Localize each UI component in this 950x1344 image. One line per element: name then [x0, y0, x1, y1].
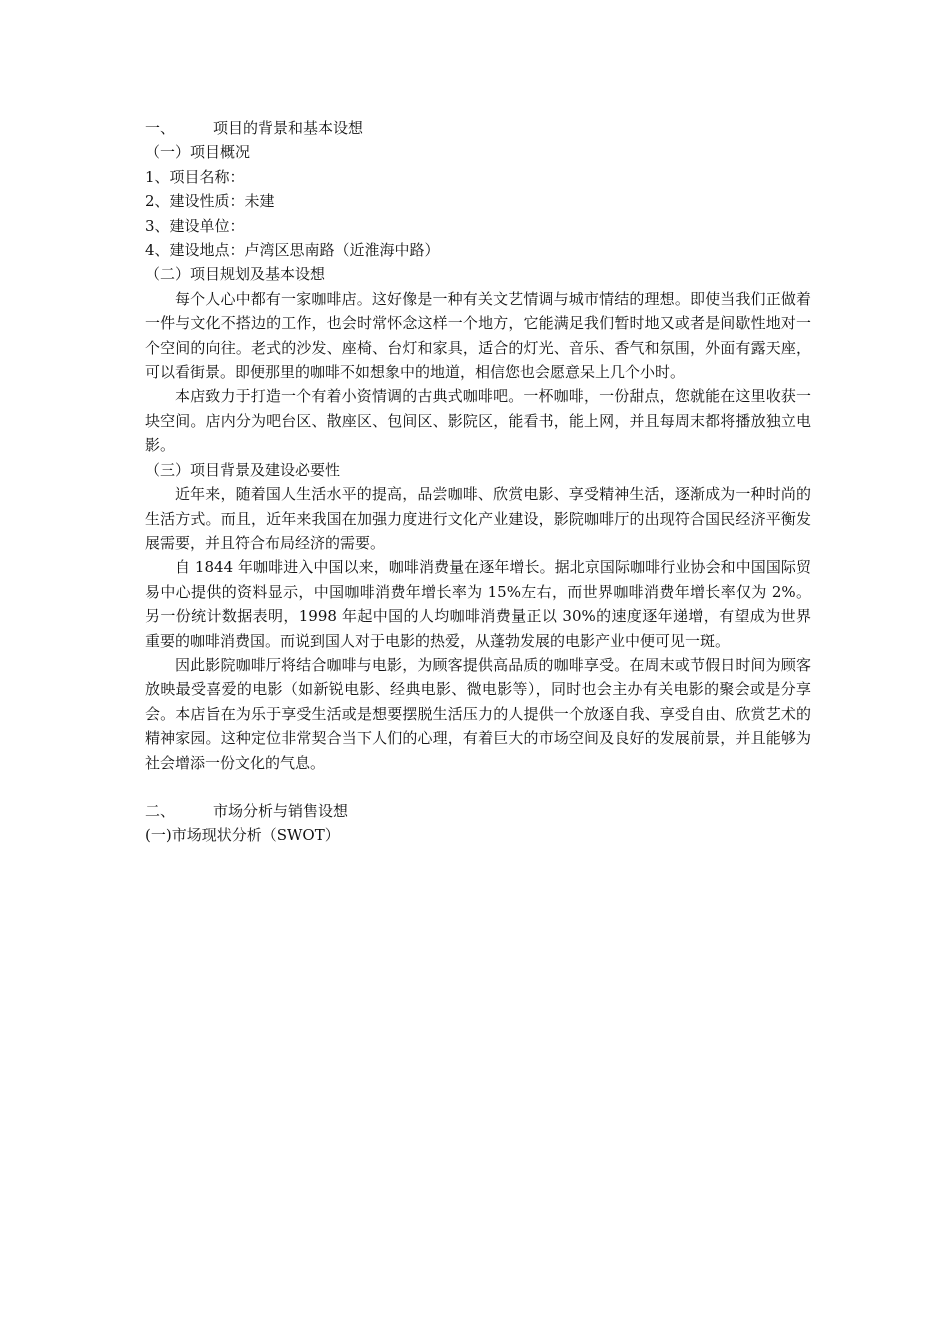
- paragraph: 因此影院咖啡厅将结合咖啡与电影，为顾客提供高品质的咖啡享受。在周末或节假日时间为顾客放映最受喜爱的电影（如新锐电影、经典电影、微电影等），同时也会主办有关电影的聚会或是分享会。本店旨在为乐于享受生活或是想要摆脱生活压力的人提供一个放逐自我、享受自由、欣赏艺术的精神家园。这种定位非常契合当下人们的心理，有着巨大的市场空间及良好的发展前景，并且能够为社会增添一份文化的气息。: [145, 655, 811, 772]
- section-spacer: [145, 775, 811, 799]
- paragraph: 本店致力于打造一个有着小资情调的古典式咖啡吧。一杯咖啡，一份甜点，您就能在这里收获一块空间。店内分为吧台区、散座区、包间区、影院区，能看书，能上网，并且每周末都将播放独立电影。: [145, 387, 811, 455]
- paragraph: 自 1844 年咖啡进入中国以来，咖啡消费量在逐年增长。据北京国际咖啡行业协会和中国国际贸易中心提供的资料显示，中国咖啡消费年增长率为 15%左右，而世界咖啡消费年增长率仅为 2%。另一份统计数据表明，1998 年起中国的人均咖啡消费量正以 30%的速度逐年递增，有望成为世界重要的咖啡消费国。而说到国人对于电影的热爱，从蓬勃发展的电影产业中便可见一斑。: [145, 558, 811, 650]
- subsection-1-3-title: （三）项目背景及建设必要性: [145, 460, 341, 479]
- construction-nature-item: 2、建设性质：未建: [145, 192, 275, 211]
- section-2-title: 市场分析与销售设想: [213, 801, 349, 820]
- section-2-heading: [145, 799, 811, 823]
- paragraph: 近年来，随着国人生活水平的提高，品尝咖啡、欣赏电影、享受精神生活，逐渐成为一种时尚的生活方式。而且，近年来我国在加强力度进行文化产业建设，影院咖啡厅的出现符合国民经济平衡发展需要，并且符合布局经济的需要。: [145, 485, 811, 552]
- subsection-1-1-title: （一）项目概况: [145, 143, 251, 162]
- document-page: [145, 116, 811, 848]
- construction-unit-item: 3、建设单位：: [145, 216, 245, 235]
- section-1-title: 项目的背景和基本设想: [213, 119, 364, 137]
- subsection-2-1-title: (一)市场现状分析（SWOT）: [145, 826, 340, 845]
- section-1-heading: [145, 116, 811, 140]
- section-2-number: 二、: [145, 801, 176, 820]
- construction-location-item: 4、建设地点：卢湾区思南路（近淮海中路）: [145, 241, 440, 260]
- paragraph: 每个人心中都有一家咖啡店。这好像是一种有关文艺情调与城市情结的理想。即使当我们正做着一件与文化不搭边的工作，也会时常怀念这样一个地方，它能满足我们暂时地又或者是间歇性地对一个空间的向往。老式的沙发、座椅、台灯和家具，适合的灯光、音乐、香气和氛围，外面有露天座，可以看街景。即便那里的咖啡不如想象中的地道，相信您也会愿意呆上几个小时。: [145, 289, 811, 382]
- section-1-number: 一、: [145, 119, 176, 137]
- project-name-item: 1、项目名称：: [145, 167, 245, 186]
- subsection-1-2-title: （二）项目规划及基本设想: [145, 265, 326, 284]
